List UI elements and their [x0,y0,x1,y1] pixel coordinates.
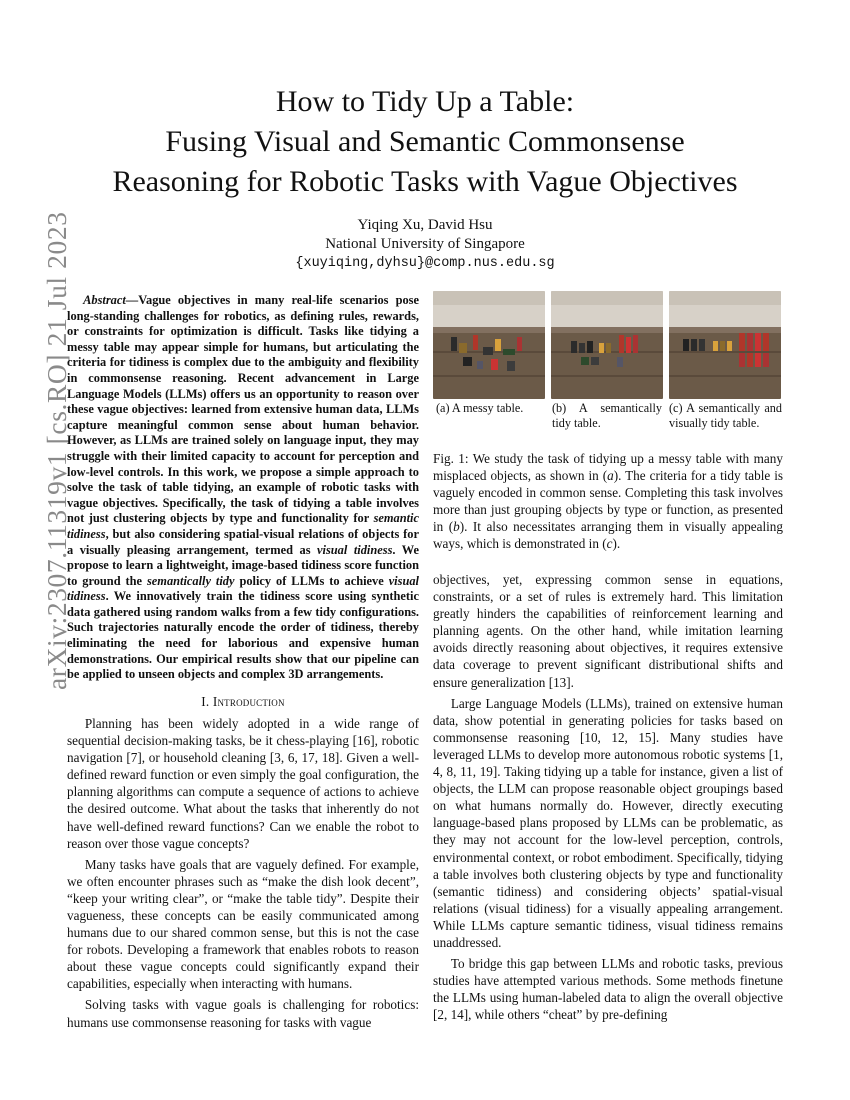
figure-1-images [433,291,785,401]
subcaption-a: (a) A messy table. [436,401,524,415]
figure-caption-part-1: We study the task of tidying up a messy table with many misplaced objects, as shown in ( [433,451,783,484]
figure-visual-tidy-image [669,291,781,399]
section-heading-introduction [67,693,419,710]
section-title: Introduction [212,693,285,709]
right-column [433,571,783,1027]
abstract-text-5: . We innovatively train the tidiness score using synthetic data gathered using random walks from a few tidy configurations. Such trajectories naturally encode the order of tidiness, thereby eliminating the need for laborious and expensive human demonstrations. Our empirical results show that our pipeline can be applied to unseen objects and complex 3D arrangements. [67,589,419,682]
arxiv-identifier: arXiv:2307.11319v1 [cs.RO] 21 Jul 2023 [41,211,72,690]
author-block [60,216,790,273]
figure-caption-part-4: ). [612,536,621,552]
paper-title [60,82,790,202]
figure-caption-part-3: ). It also necessitates arranging them in visually appealing ways, which is demonstrated in ( [433,519,783,552]
author-email: {xuyiqing,dyhsu}@comp.nus.edu.sg [295,256,555,271]
abstract-emph-2: visual tidiness [317,542,393,557]
intro-paragraph-1: Planning has been widely adopted in a wide range of sequential decision-making tasks, be it chess-playing [16], robotic navigation [7], or household cleaning [3, 6, 17, 18]. Given a well-defined reward function or even simply the goal configuration, the planning algorithms can compute a sequence of actions to achieve the desired outcome. What about the tasks that inherently do not have well-defined reward functions? Can we enable the robot to reason over those vague concepts? [67,715,419,851]
author-affiliation: National University of Singapore [325,236,525,252]
figure-caption-label: Fig. 1: [433,451,473,466]
abstract-text-3: . We propose to learn a lightweight, image-based tidiness score function to ground the [67,542,419,588]
section-numeral: I. [201,693,213,709]
abstract-emph-1: semantic tidiness [67,511,419,541]
subcaption-c: (c) A semantically and visually tidy table. [669,401,782,431]
intro-paragraph-3: Solving tasks with vague goals is challenging for robotics: humans use commonsense reasoning for tasks with vague [67,997,419,1030]
intro-paragraph-2: Many tasks have goals that are vaguely defined. For example, we often encounter phrases such as “make the dish look decent”, “keep your writing clear”, or “make the table tidy”. Despite their vagueness, these concepts can be easily communicated among humans due to our shared common sense, but this is not the case for robots. Developing a framework that enables robots to reason about these vague concepts could significantly expand their capabilities, especially when interacting with humans. [67,856,419,992]
title-line-2: Fusing Visual and Semantic Commonsense [165,125,685,158]
figure-1-caption [433,450,783,553]
subcaption-b: (b) A semantically tidy table. [552,401,662,431]
figure-semantic-tidy-image [551,291,663,399]
abstract-emph-4: visual tidiness [67,573,419,604]
figure-caption-ref-c: c [606,536,613,552]
figure-caption-ref-a: a [607,468,614,484]
abstract-text-2: , but also considering spatial-visual relations of objects for a visually pleasing arrangement, termed as [67,526,419,557]
intro-paragraph-4: Large Language Models (LLMs), trained on extensive human data, show potential in generating policies for tasks based on commonsense reasoning [10, 12, 15]. Many studies have leveraged LLMs to develop more autonomous robotic systems [1, 4, 8, 11, 19]. Taking tidying up a table for instance, given a list of objects, the LLM can propose reasonable object groupings based on what humans normally do. However, directly executing language-based plans proposed by LLMs can be problematic, as they may not account for the low-level perception, controls, environmental context, or robot embodiment. Specifically, tidying a table involves both clustering objects by type and functionality (semantic tidiness) and considering objects’ spatial-visual relations (visual tidiness) for a visually appealing arrangement. While LLMs capture semantic tidiness, visual tidiness remains unaddressed. [433,695,783,950]
left-column [67,293,419,1035]
abstract-label: Abstract [83,293,126,307]
abstract [67,293,419,683]
figure-caption-text [433,450,783,553]
figure-messy-table-image [433,291,545,399]
intro-paragraph-5: To bridge this gap between LLMs and robotic tasks, previous studies have attempted various methods. Some methods finetune the LLMs using human-labeled data to align the overall objective [2, 14], while others “cheat” by pre-defining [433,956,783,1023]
title-line-3: Reasoning for Robotic Tasks with Vague Objectives [112,165,738,198]
figure-caption-part-2: ). The criteria for a tidy table is vaguely encoded in common sense. Completing this task involves more than just grouping objects by type or function, as presented in ( [433,468,783,535]
title-line-1: How to Tidy Up a Table: [275,85,575,118]
author-names: Yiqing Xu, David Hsu [357,217,493,233]
abstract-emph-3: semantically tidy [146,573,235,588]
abstract-text-1: —Vague objectives in many real-life scenarios pose long-standing challenges for robotics, as defining rules, rewards, or constraints for optimization is difficult. Tasks like tidying a messy table may appear simple for humans, but articulating the criteria for tidiness is complex due to the ambiguity and flexibility in commonsense reasoning. Recent advancement in Large Language Models (LLMs) offers us an opportunity to reason over these vague objectives: learned from extensive human data, LLMs capture meaningful common sense about human behavior. However, as LLMs are trained solely on language input, they may struggle with their limited capacity to account for perception and low-level controls. In this work, we propose a simple approach to solve the task of table tidying, an example of robotic tasks with vague objectives. Specifically, the task of tidying a table involves not just clustering objects by type and functionality for [67,293,419,526]
figure-caption-ref-b: b [453,519,460,535]
intro-paragraph-3-cont: objectives, yet, expressing common sense in equations, constraints, or a set of rules is extremely hard. This limitation greatly hinders the capabilities of reinforcement learning and planning agents. On the other hand, while imitation learning avoids directly reasoning about objectives, it requires extensive data coverage to prevent significant distributional shifts and ensure generalization [13]. [433,572,783,690]
abstract-text-4: policy of LLMs to achieve [234,573,389,588]
